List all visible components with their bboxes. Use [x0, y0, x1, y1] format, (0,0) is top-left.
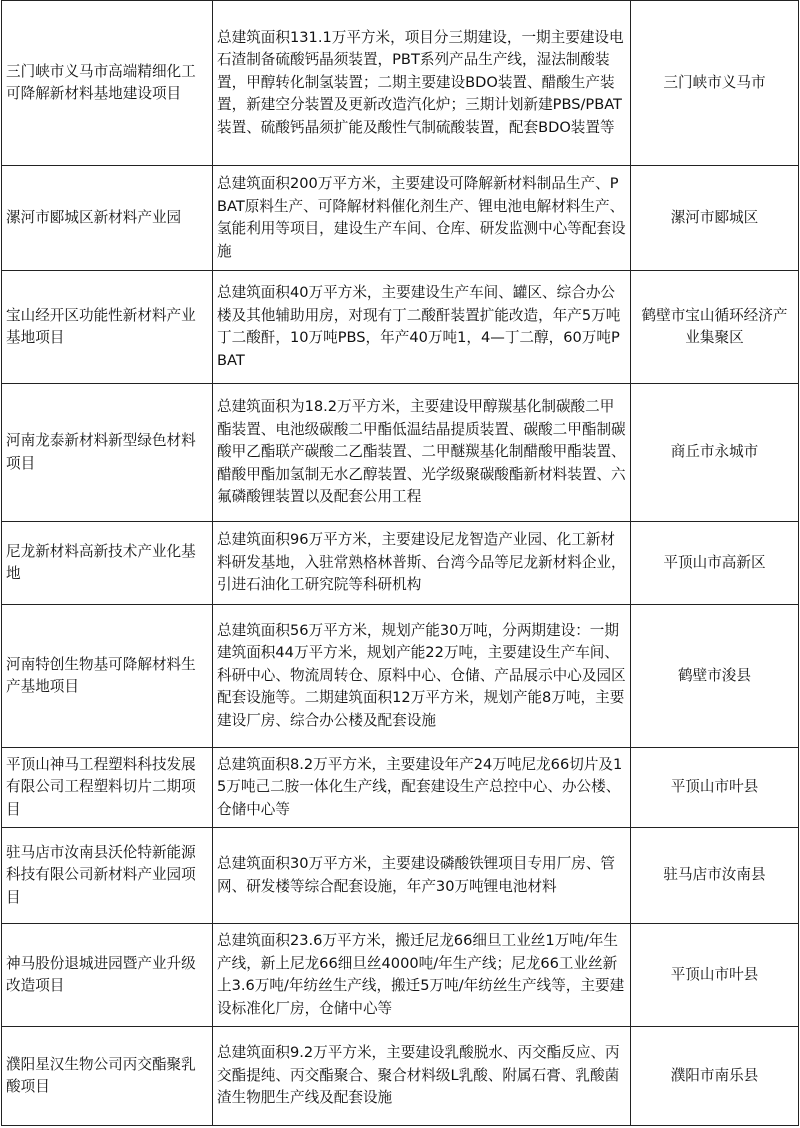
project-location: 鹤壁市浚县: [631, 605, 799, 748]
project-name: 平顶山神马工程塑料科技发展有限公司工程塑料切片二期项目: [2, 748, 213, 828]
project-name: 濮阳星汉生物公司丙交酯聚乳酸项目: [2, 1027, 213, 1126]
table-row: [2, 271, 799, 384]
project-description: 总建筑面积40万平方米，主要建设生产车间、罐区、综合办公楼及其他辅助用房，对现有丁二酸酐装置扩能改造，年产5万吨丁二酸酐，10万吨PBS，年产40万吨1，4—丁二醇，60万吨PBAT: [213, 271, 631, 384]
table-row: [2, 924, 799, 1027]
table-row: [2, 384, 799, 522]
project-location: 三门峡市义马市: [631, 1, 799, 166]
project-location: 濮阳市南乐县: [631, 1027, 799, 1126]
project-description: 总建筑面积8.2万平方米，主要建设年产24万吨尼龙66切片及15万吨己二胺一体化生产线，配套建设生产总控中心、办公楼、仓储中心等: [213, 748, 631, 828]
project-description: 总建筑面积96万平方米，主要建设尼龙智造产业园、化工新材料研发基地，入驻常熟格林普斯、台湾今品等尼龙新材料企业，引进石油化工研究院等科研机构: [213, 522, 631, 605]
table-row: [2, 166, 799, 271]
project-location: 鹤壁市宝山循环经济产业集聚区: [631, 271, 799, 384]
project-description: 总建筑面积30万平方米，主要建设磷酸铁锂项目专用厂房、管网、研发楼等综合配套设施，年产30万吨锂电池材料: [213, 828, 631, 924]
project-description: 总建筑面积131.1万平方米，项目分三期建设，一期主要建设电石渣制备硫酸钙晶须装置，PBT系列产品生产线，湿法制酸装置，甲醇转化制氢装置；二期主要建设BDO装置、醋酸生产装置，新建空分装置及更新改造汽化炉；三期计划新建PBS/PBAT装置、硫酸钙晶须扩能及酸性气制硫酸装置，配套BDO装置等: [213, 1, 631, 166]
table-row: [2, 828, 799, 924]
project-location: 平顶山市高新区: [631, 522, 799, 605]
project-location: 平顶山市叶县: [631, 924, 799, 1027]
project-description: 总建筑面积200万平方米，主要建设可降解新材料制品生产、PBAT原料生产、可降解材料催化剂生产、锂电池电解材料生产、氢能利用等项目，建设生产车间、仓库、研发监测中心等配套设施: [213, 166, 631, 271]
project-description: 总建筑面积为18.2万平方米，主要建设甲醇羰基化制碳酸二甲酯装置、电池级碳酸二甲酯低温结晶提质装置、碳酸二甲酯制碳酸甲乙酯联产碳酸二乙酯装置、二甲醚羰基化制醋酸甲酯装置、醋酸甲酯加氢制无水乙醇装置、光学级聚碳酸酯新材料装置、六氟磷酸锂装置以及配套公用工程: [213, 384, 631, 522]
project-name: 三门峡市义马市高端精细化工可降解新材料基地建设项目: [2, 1, 213, 166]
project-name: 尼龙新材料高新技术产业化基地: [2, 522, 213, 605]
project-description: 总建筑面积56万平方米，规划产能30万吨，分两期建设：一期建筑面积44万平方米，规划产能22万吨，主要建设生产车间、科研中心、物流周转仓、原料中心、仓储、产品展示中心及园区配套设施等。二期建筑面积12万平方米，规划产能8万吨，主要建设厂房、综合办公楼及配套设施: [213, 605, 631, 748]
project-name: 河南龙泰新材料新型绿色材料项目: [2, 384, 213, 522]
table-row: [2, 1027, 799, 1126]
project-description: 总建筑面积23.6万平方米，搬迁尼龙66细旦工业丝1万吨/年生产线，新上尼龙66细旦丝4000吨/年生产线；尼龙66工业丝新上3.6万吨/年纺丝生产线，搬迁5万吨/年纺丝生产线等，主要建设标准化厂房，仓储中心等: [213, 924, 631, 1027]
project-name: 河南特创生物基可降解材料生产基地项目: [2, 605, 213, 748]
table-row: [2, 522, 799, 605]
project-name: 驻马店市汝南县沃伦特新能源科技有限公司新材料产业园项目: [2, 828, 213, 924]
project-location: 漯河市郾城区: [631, 166, 799, 271]
table-row: [2, 748, 799, 828]
table-row: [2, 605, 799, 748]
project-name: 宝山经开区功能性新材料产业基地项目: [2, 271, 213, 384]
project-description: 总建筑面积9.2万平方米，主要建设乳酸脱水、丙交酯反应、丙交酯提纯、丙交酯聚合、聚合材料级L乳酸、附属石膏、乳酸菌渣生物肥生产线及配套设施: [213, 1027, 631, 1126]
project-location: 平顶山市叶县: [631, 748, 799, 828]
project-location: 商丘市永城市: [631, 384, 799, 522]
project-name: 漯河市郾城区新材料产业园: [2, 166, 213, 271]
project-name: 神马股份退城进园暨产业升级改造项目: [2, 924, 213, 1027]
table-row: [2, 1, 799, 166]
projects-table: [1, 0, 799, 1126]
project-location: 驻马店市汝南县: [631, 828, 799, 924]
